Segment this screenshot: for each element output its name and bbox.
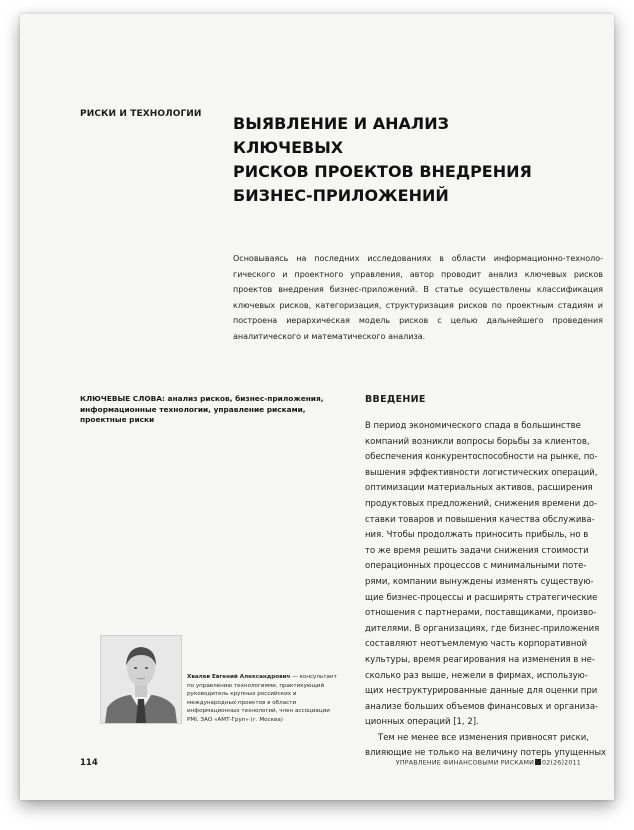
body-line: Тем не менее все изменения привносят риски,	[378, 732, 590, 743]
body-line: щие бизнес-процессы и расширять стратегические	[365, 592, 598, 603]
body-line: составляют неотъемлемую часть корпоративной	[365, 639, 588, 650]
body-line: компаний возникли вопросы борьбы за клиентов,	[365, 436, 590, 447]
body-line: продуктовых предложений, снижения времени до-	[365, 498, 598, 509]
body-line: ния. Чтобы продолжать приносить прибыль, но в	[365, 530, 589, 541]
keywords-block	[80, 394, 338, 426]
article-title	[233, 112, 563, 208]
body-line: дителями. В организациях, где бизнес-приложения	[365, 623, 600, 634]
intro-heading: ВВЕДЕНИЕ	[365, 394, 426, 405]
author-bio: — консультант по управлению технологиями, практикующий руководитель крупных российских и международных проектов в области информационных технологий, член ассоциации PMI, ЗАО «АМТ-Груп» (г. Москва)	[187, 674, 337, 723]
keywords-text: анализ рисков, бизнес-приложения, информационные технологии, управление рисками, проектные риски	[80, 394, 324, 424]
page-number: 114	[80, 758, 98, 768]
title-line: ВЫЯВЛЕНИЕ И АНАЛИЗ КЛЮЧЕВЫХ	[233, 114, 449, 157]
journal-name: УПРАВЛЕНИЕ ФИНАНСОВЫМИ РИСКАМИ	[395, 759, 535, 767]
author-name: Хвалев Евгений Александрович	[187, 674, 291, 680]
body-line: вышения эффективности логистических операций,	[365, 467, 598, 478]
body-line: анализе больших объемов финансовых и организа-	[365, 701, 599, 712]
body-line: отношения с партнерами, поставщиками, произво-	[365, 608, 597, 619]
article-abstract: Основываясь на последних исследованиях в области информационно-техноло-гического и проектного управления, автор проводит анализ ключевых рисков проектов внедрения бизнес-приложений. В статье осуществлены классификация ключевых рисков, категоризация, структуризация рисков по проектным стадиям и построена иерархическая модель рисков с целью дальнейшего проведения аналитического и математического анализа.	[233, 254, 603, 341]
author-info	[187, 673, 343, 724]
title-line: БИЗНЕС-ПРИЛОЖЕНИЙ	[233, 186, 449, 205]
body-line: то же время решить задачи снижения стоимости	[365, 545, 589, 556]
body-line: ставки товаров и повышения качества обслужива-	[365, 514, 595, 525]
author-portrait-image	[101, 636, 181, 723]
issue-number: 02(26)2011	[542, 759, 581, 767]
body-line: оптимизации материальных активов, расширения	[365, 483, 593, 494]
intro-text	[365, 419, 605, 762]
body-line: обеспечения конкурентоспособности на рынке, по-	[365, 452, 598, 463]
title-line: РИСКОВ ПРОЕКТОВ ВНЕДРЕНИЯ	[233, 162, 532, 181]
section-label: РИСКИ И ТЕХНОЛОГИИ	[80, 109, 202, 119]
body-line: влияющие не только на величину потерь упущенных	[365, 748, 607, 759]
body-line: щих неструктурированные данные для оценки при	[365, 686, 598, 697]
body-line: рями, компании вынуждены изменять существую-	[365, 576, 594, 587]
keywords-label: КЛЮЧЕВЫЕ СЛОВА:	[80, 394, 165, 403]
square-bullet-icon	[535, 759, 541, 765]
body-line: сколько раз выше, нежели в фирмах, использую-	[365, 670, 588, 681]
body-line: операционных процессов с минимальными поте-	[365, 561, 587, 572]
running-footer	[396, 759, 581, 767]
author-photo	[100, 635, 182, 724]
journal-page	[20, 14, 614, 800]
body-line: ционных операций [1, 2].	[365, 717, 479, 728]
body-line: культуры, время реагирования на изменения в не-	[365, 654, 595, 665]
body-line: В период экономического спада в большинстве	[365, 421, 581, 431]
